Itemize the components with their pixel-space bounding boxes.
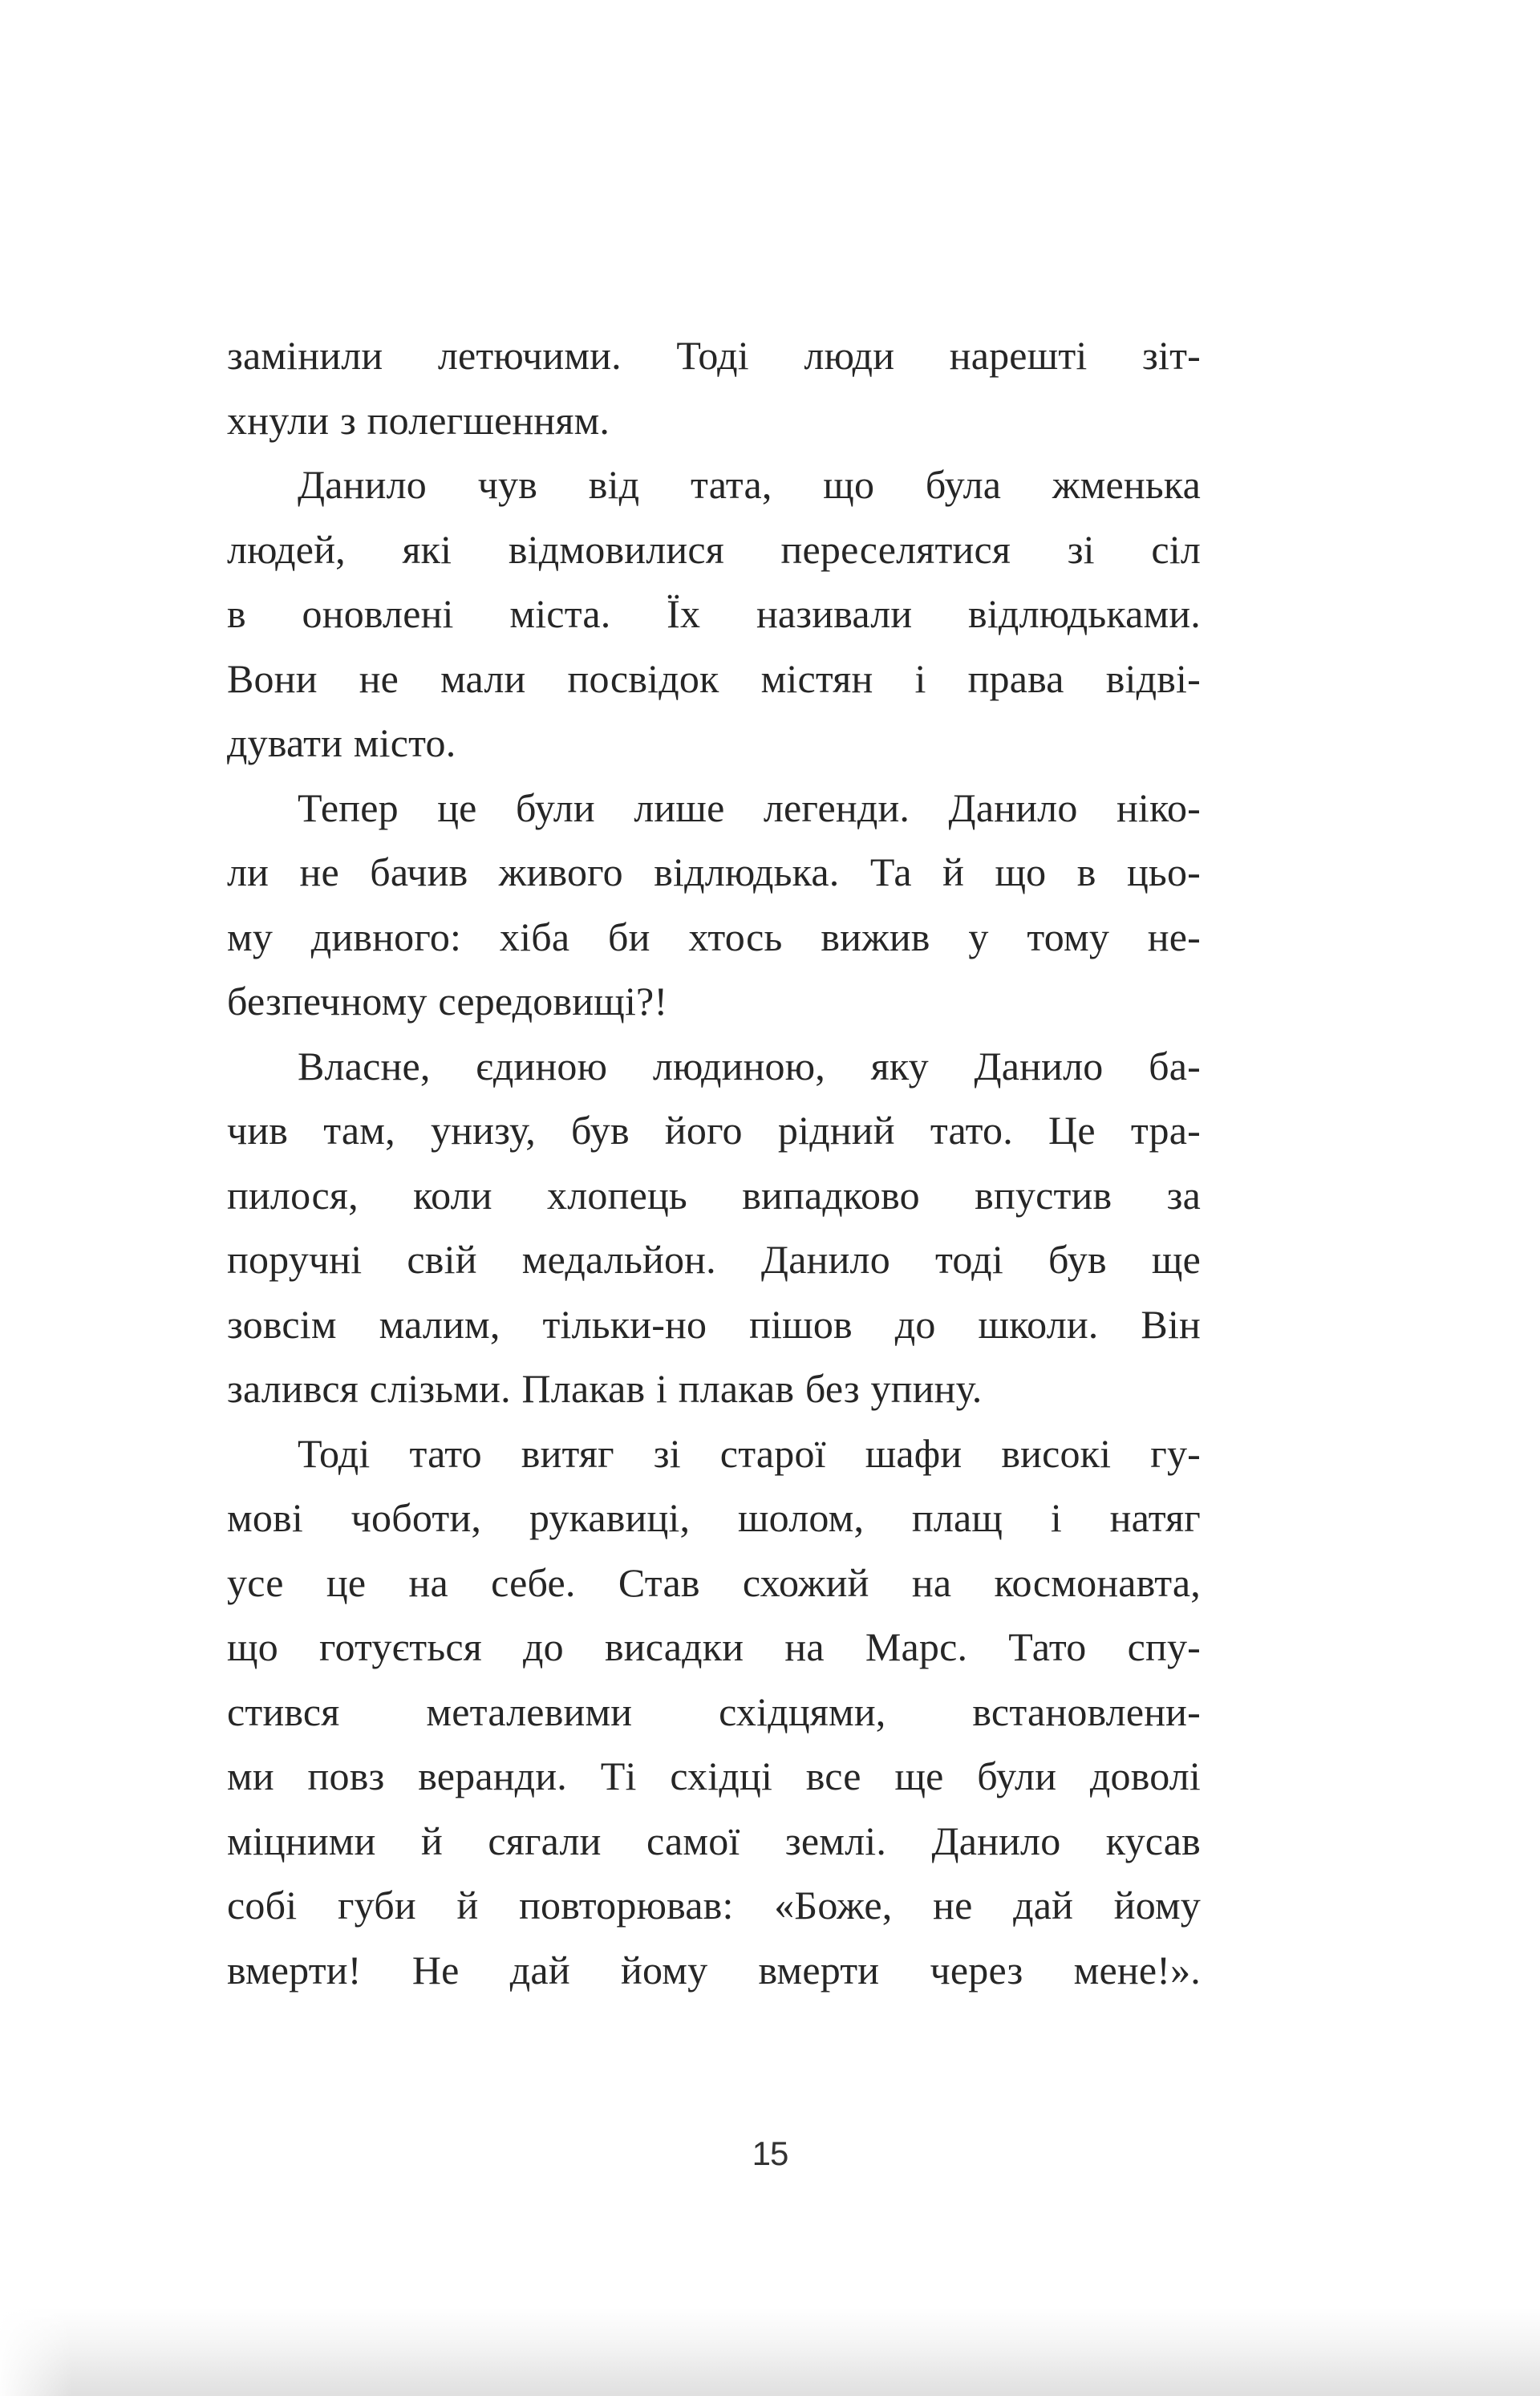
text-line: му дивного: хіба би хтось вижив у тому не- (227, 914, 1201, 959)
text-line: залився слізьми. Плакав і плакав без упину. (227, 1366, 983, 1411)
paragraph-5 (227, 1421, 1201, 2003)
text-line: в оновлені міста. Їх називали відлюдьками. (227, 591, 1201, 636)
paragraph-3 (227, 776, 1201, 1034)
text-line: замінили летючими. Тоді люди нарешті зіт- (227, 333, 1201, 378)
text-line: Тоді тато витяг зі старої шафи високі гу- (298, 1430, 1201, 1476)
text-line: усе це на себе. Став схожий на космонавта, (227, 1559, 1201, 1605)
text-line: вмерти! Не дай йому вмерти через мене!». (227, 1947, 1201, 1993)
page-corner-highlight (0, 2308, 72, 2396)
text-line: пилося, коли хлопець випадково впустив за (227, 1172, 1201, 1218)
text-line: зовсім малим, тільки-но пішов до школи. Він (227, 1301, 1201, 1347)
page-number: 15 (752, 2135, 788, 2172)
body-text (227, 323, 1201, 2002)
text-line: ли не бачив живого відлюдька. Та й що в цьо- (227, 849, 1201, 894)
text-line: дувати місто. (227, 720, 456, 765)
text-line: поручні свій медальйон. Данило тоді був ще (227, 1237, 1201, 1282)
paragraph-2 (227, 452, 1201, 776)
paragraph-4 (227, 1034, 1201, 1421)
text-line: Вони не мали посвідок містян і права відві- (227, 655, 1201, 701)
text-line: собі губи й повторював: «Боже, не дай йому (227, 1883, 1201, 1928)
text-line: людей, які відмовилися переселятися зі сіл (227, 526, 1201, 572)
paragraph-1 (227, 323, 1201, 452)
text-line: що готується до висадки на Марс. Тато спу- (227, 1624, 1201, 1669)
text-line: Тепер це були лише легенди. Данило ніко- (298, 784, 1201, 830)
text-line: ми повз веранди. Ті східці все ще були доволі (227, 1753, 1201, 1798)
page-bottom-shadow (0, 2308, 1540, 2396)
text-line: Данило чув від тата, що була жменька (298, 462, 1201, 507)
text-line: чив там, унизу, був його рідний тато. Це тра- (227, 1108, 1201, 1153)
text-line: безпечному середовищі?! (227, 979, 668, 1024)
text-line: стився металевими східцями, встановлени- (227, 1689, 1201, 1734)
text-line: міцними й сягали самої землі. Данило кусав (227, 1818, 1201, 1863)
text-line: Власне, єдиною людиною, яку Данило ба- (298, 1043, 1201, 1089)
text-line: хнули з полегшенням. (227, 397, 610, 443)
text-line: мові чоботи, рукавиці, шолом, плащ і натяг (227, 1495, 1201, 1540)
